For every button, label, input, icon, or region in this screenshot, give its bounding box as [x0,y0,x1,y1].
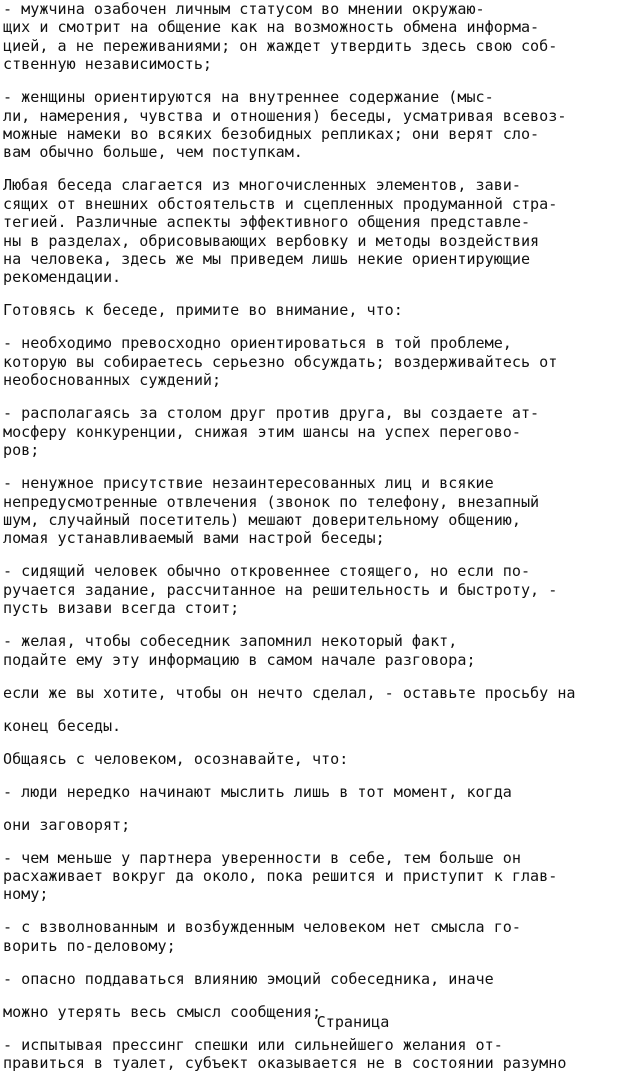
text-line: - испытывая прессинг спешки или сильнейшего желания от- [3,1035,503,1054]
text-line: расхаживает вокруг да около, пока решится и приступит к глав- [3,866,558,885]
text-line: которую вы собираетесь серьезно обсуждать; воздерживайтесь от [3,352,558,371]
paragraph [3,632,618,669]
text-line: ломая устанавливаемый вами настрой беседы; [3,529,385,548]
text-line: Любая беседа слагается из многочисленных элементов, зави- [3,176,521,195]
text-line: непредусмотренные отвлечения (звонок по телефону, внезапный [3,492,540,511]
text-line: - с взволнованным и возбужденным человеком нет смысла го- [3,918,521,937]
text-line: на человека, здесь же мы приведем лишь некие ориентирующие [3,250,531,269]
text-line: можно утерять весь смысл сообщения; [3,1002,322,1021]
text-line: сящих от внешних обстоятельств и сцепленных продуманной стра- [3,194,558,213]
paragraph [3,301,618,319]
text-line: - люди нередко начинают мыслить лишь в тот момент, когда [3,782,512,801]
text-line: они заговорят; [3,815,131,834]
document-body [3,0,618,1073]
text-line: ров; [3,441,40,460]
paragraph [3,783,618,801]
text-line: конец беседы. [3,716,122,735]
text-line: ственную независимость; [3,55,213,74]
text-line: - ненужное присутствие незаинтересованных лиц и всякие [3,474,494,493]
text-line: рекомендации. [3,268,122,287]
paragraph [3,684,618,702]
text-line: - желая, чтобы собеседник запомнил некоторый факт, [3,632,458,651]
text-line: Общаясь с человеком, осознавайте, что: [3,749,349,768]
text-line: цией, а не переживаниями; он жаждет утвердить здесь свою соб- [3,36,558,55]
paragraph [3,562,618,617]
text-line: - необходимо превосходно ориентироваться в той проблеме, [3,334,512,353]
paragraph [3,1036,618,1073]
paragraph [3,474,618,548]
paragraph [3,816,618,834]
text-line: - мужчина озабочен личным статусом во мнении окружаю- [3,0,485,18]
text-line: - опасно поддаваться влиянию эмоций собеседника, иначе [3,969,494,988]
text-line: ворить по-деловому; [3,936,176,955]
text-line: мосферу конкуренции, снижая этим шансы на успех перегово- [3,422,521,441]
document-page [3,0,618,1087]
paragraph [3,0,618,74]
paragraph [3,717,618,735]
paragraph [3,918,618,955]
paragraph [3,750,618,768]
text-line: - чем меньше у партнера уверенности в себе, тем больше он [3,848,521,867]
paragraph [3,334,618,389]
text-line: ному; [3,885,49,904]
text-line: правиться в туалет, субъект оказывается не в состоянии разумно [3,1054,567,1073]
text-line: вам обычно больше, чем поступкам. [3,143,303,162]
text-line: подайте ему эту информацию в самом начале разговора; [3,650,476,669]
text-line: - сидящий человек обычно откровеннее стоящего, но если по- [3,562,531,581]
text-line: - женщины ориентируются на внутреннее содержание (мыс- [3,88,494,107]
text-line: если же вы хотите, чтобы он нечто сделал, - оставьте просьбу на [3,683,576,702]
text-line: ны в разделах, обрисовывающих вербовку и методы воздействия [3,231,540,250]
paragraph [3,88,618,162]
text-line: тегией. Различные аспекты эффективного общения представле- [3,213,531,232]
text-line: пусть визави всегда стоит; [3,599,240,618]
text-line: ручается задание, рассчитанное на решительность и быстроту, - [3,580,558,599]
paragraph [3,176,618,286]
text-line: щих и смотрит на общение как на возможность обмена информа- [3,18,540,37]
text-line: необоснованных суждений; [3,371,222,390]
paragraph [3,404,618,459]
text-line: - располагаясь за столом друг против друга, вы создаете ат- [3,404,540,423]
text-line: шум, случайный посетитель) мешают доверительному общению, [3,510,521,529]
text-line: можные намеки во всяких безобидных репликах; они верят сло- [3,125,540,144]
paragraph [3,849,618,904]
text-line: ли, намерения, чувства и отношения) беседы, усматривая всевоз- [3,106,567,125]
paragraph [3,970,618,988]
text-line: Готовясь к беседе, примите во внимание, что: [3,301,403,320]
page-footer-label: Страница [316,1013,390,1031]
